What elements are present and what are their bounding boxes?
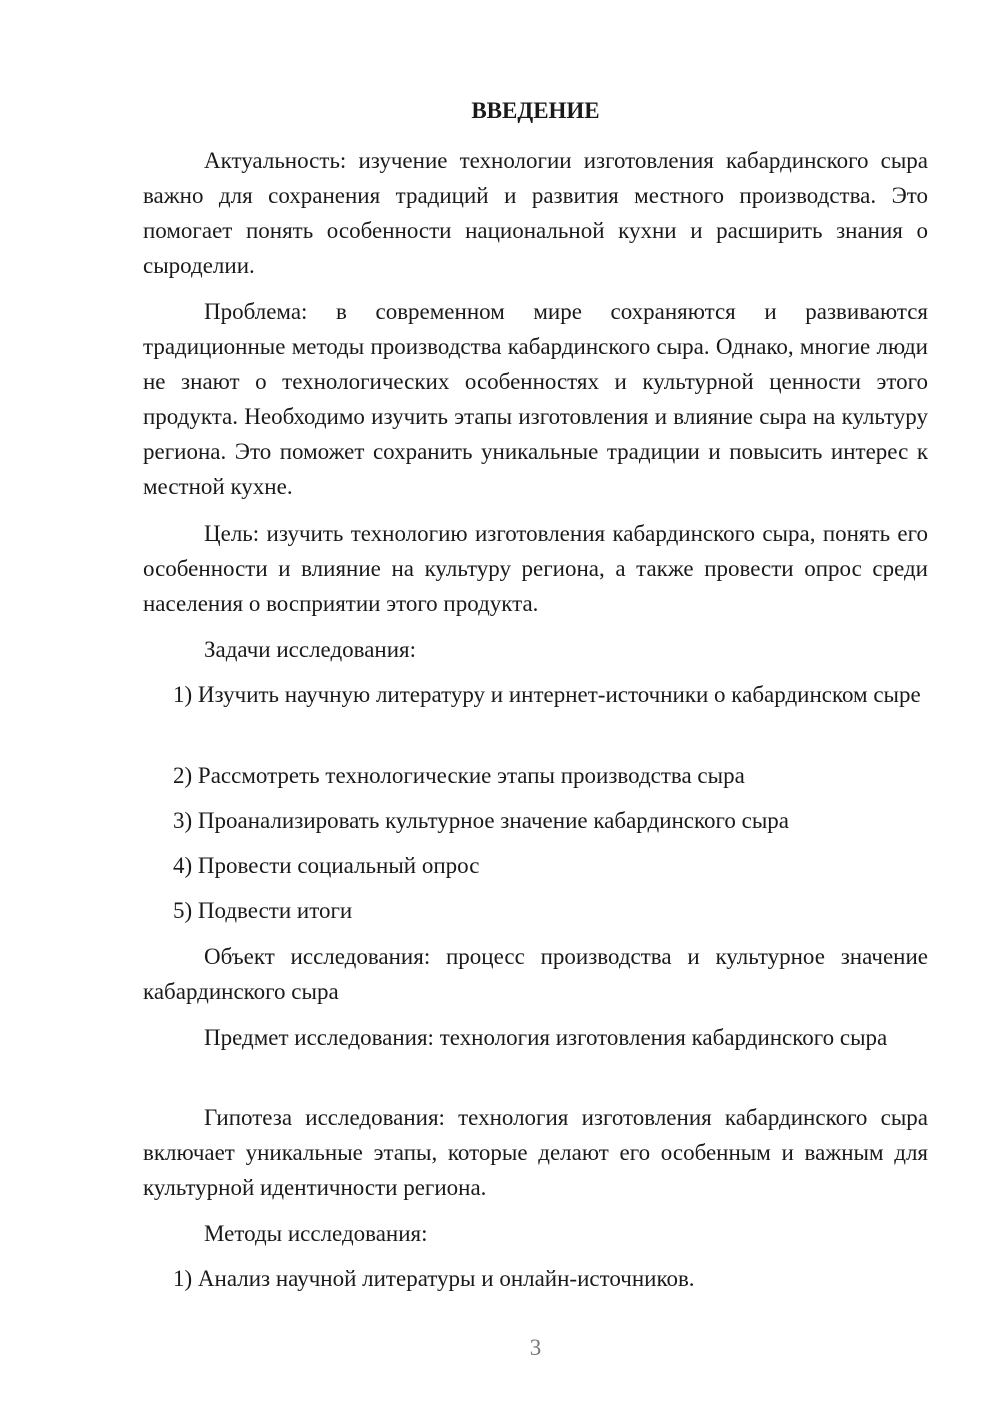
goal-paragraph: Цель: изучить технологию изготовления кабардинского сыра, понять его особенности и влияние на культуру региона, а также провести опрос среди населения о восприятии этого продукта.: [143, 521, 928, 616]
section-heading: ВВЕДЕНИЕ: [471, 98, 600, 123]
subject-paragraph: Предмет исследования: технология изготовления кабардинского сыра: [204, 1025, 888, 1050]
task-item-3: 3) Проанализировать культурное значение кабардинского сыра: [173, 808, 790, 833]
method-item-1: 1) Анализ научной литературы и онлайн-источников.: [173, 1266, 695, 1291]
task-item-5: 5) Подвести итоги: [173, 898, 353, 923]
task-item-1: 1) Изучить научную литературу и интернет-источники о кабардинском сыре: [173, 682, 921, 707]
page-number: 3: [529, 1335, 542, 1360]
relevance-paragraph: Актуальность: изучение технологии изготовления кабардинского сыра важно для сохранения традиций и развития местного производства. Это помогает понять особенности национальной кухни и расширить знания о сыроделии.: [143, 148, 928, 278]
task-item-2: 2) Рассмотреть технологические этапы производства сыра: [173, 763, 745, 788]
tasks-heading: Задачи исследования:: [204, 637, 417, 662]
problem-paragraph: Проблема: в современном мире сохраняются и развиваются традиционные методы производства кабардинского сыра. Однако, многие люди не знают о технологических особенностях и культурной ценности этого продукта. Необходимо изучить этапы изготовления и влияние сыра на культуру региона. Это поможет сохранить уникальные традиции и повысить интерес к местной кухне.: [143, 299, 928, 499]
object-paragraph: Объект исследования: процесс производства и культурное значение кабардинского сыра: [143, 944, 928, 1004]
methods-heading: Методы исследования:: [204, 1221, 428, 1246]
task-item-4: 4) Провести социальный опрос: [173, 853, 480, 878]
hypothesis-paragraph: Гипотеза исследования: технология изготовления кабардинского сыра включает уникальные этапы, которые делают его особенным и важным для культурной идентичности региона.: [143, 1105, 928, 1200]
